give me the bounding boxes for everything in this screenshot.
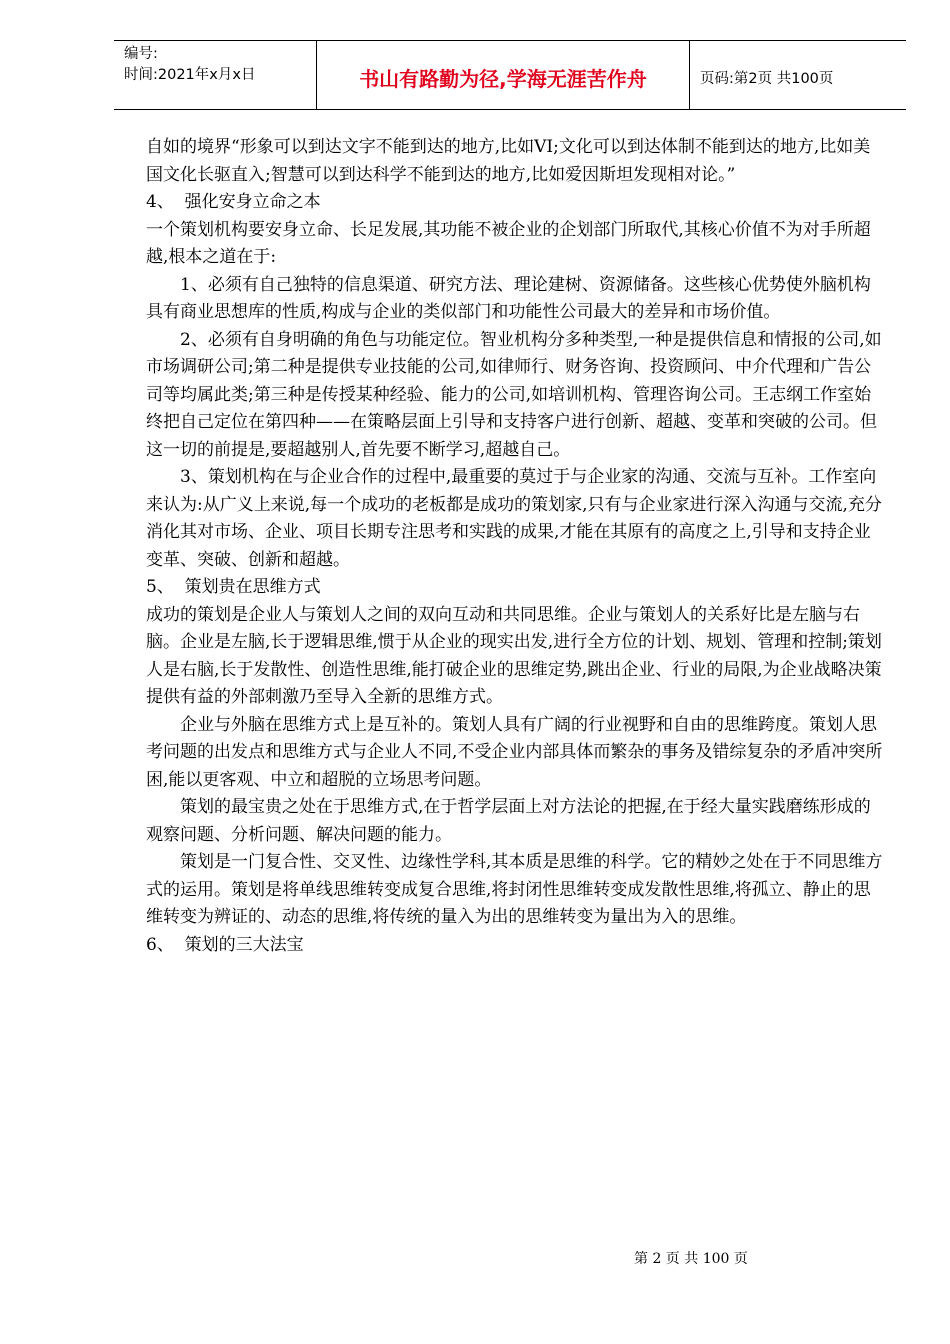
paragraph: 自如的境界“形象可以到达文字不能到达的地方,比如VI;文化可以到达体制不能到达的地方,比如美国文化长驱直入;智慧可以到达科学不能到达的地方,比如爱因斯坦发现相对论。” xyxy=(146,137,871,185)
paragraph: 2、必须有自身明确的角色与功能定位。智业机构分多种类型,一种是提供信息和情报的公司,如市场调研公司;第二种是提供专业技能的公司,如律师行、财务咨询、投资顾问、中介代理和广告公司等均属此类;第三种是传授某种经验、能力的公司,如培训机构、管理咨询公司。王志纲工作室始终把自己定位在第四种——在策略层面上引导和支持客户进行创新、超越、变革和突破的公司。但这一切的前提是,要超越别人,首先要不断学习,超越自己。 xyxy=(146,329,882,460)
header-meta xyxy=(114,41,316,109)
document-body xyxy=(146,134,886,959)
paragraph: 3、策划机构在与企业合作的过程中,最重要的莫过于与企业家的沟通、交流与互补。工作室向来认为:从广义上来说,每一个成功的老板都是成功的策划家,只有与企业家进行深入沟通与交流,充分消化其对市场、企业、项目长期专注思考和实践的成果,才能在其原有的高度之上,引导和支持企业变革、突破、创新和超越。 xyxy=(146,467,882,570)
document-time: 时间:2021年x月x日 xyxy=(124,67,256,83)
paragraph: 1、必须有自己独特的信息渠道、研究方法、理论建树、资源储备。这些核心优势使外脑机构具有商业思想库的性质,构成与企业的类似部门和功能性公司最大的差异和市场价值。 xyxy=(146,274,871,322)
paragraph: 企业与外脑在思维方式上是互补的。策划人具有广阔的行业视野和自由的思维跨度。策划人思考问题的出发点和思维方式与企业人不同,不受企业内部具体而繁杂的事务及错综复杂的矛盾冲突所困,能以更客观、中立和超脱的立场思考问题。 xyxy=(146,714,883,790)
section-heading: 6、 策划的三大法宝 xyxy=(146,934,304,955)
header-motto: 书山有路勤为径,学海无涯苦作舟 xyxy=(316,41,690,109)
paragraph: 策划是一门复合性、交叉性、边缘性学科,其本质是思维的科学。它的精妙之处在于不同思维方式的运用。策划是将单线思维转变成复合思维,将封闭性思维转变成发散性思维,将孤立、静止的思维转变为辨证的、动态的思维,将传统的量入为出的思维转变为量出为入的思维。 xyxy=(146,852,883,927)
section-heading: 4、 强化安身立命之本 xyxy=(146,192,321,212)
document-number-label: 编号: xyxy=(124,46,158,62)
paragraph: 策划的最宝贵之处在于思维方式,在于哲学层面上对方法论的把握,在于经大量实践磨练形成的观察问题、分析问题、解决问题的能力。 xyxy=(146,797,871,845)
page-header xyxy=(114,40,906,110)
section-heading: 5、 策划贵在思维方式 xyxy=(146,577,321,597)
paragraph: 成功的策划是企业人与策划人之间的双向互动和共同思维。企业与策划人的关系好比是左脑与右脑。企业是左脑,长于逻辑思维,惯于从企业的现实出发,进行全方位的计划、规划、管理和控制;策划人是右脑,长于发散性、创造性思维,能打破企业的思维定势,跳出企业、行业的局限,为企业战略决策提供有益的外部刺激乃至导入全新的思维方式。 xyxy=(146,604,882,707)
page-footer: 第 2 页 共 100 页 xyxy=(634,1251,748,1267)
header-page-info: 页码:第2页 共100页 xyxy=(700,70,834,87)
paragraph: 一个策划机构要安身立命、长足发展,其功能不被企业的企划部门所取代,其核心价值不为对手所超越,根本之道在于: xyxy=(146,219,871,267)
